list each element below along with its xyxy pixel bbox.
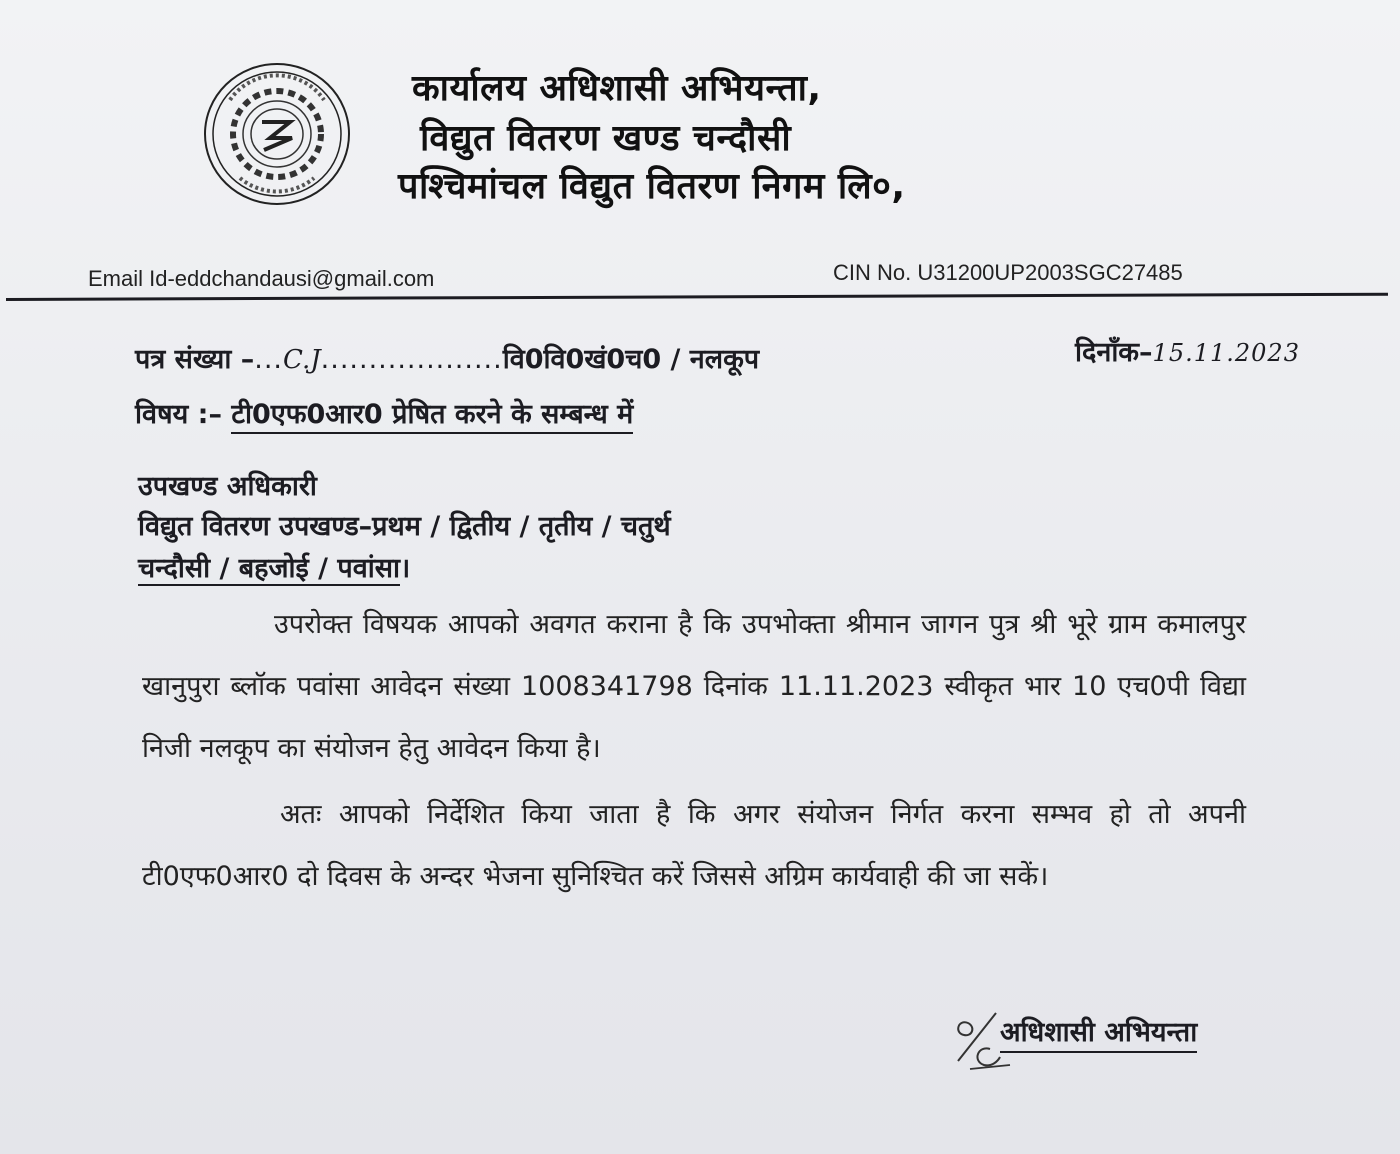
body-paragraph-1: उपरोक्त विषयक आपको अवगत कराना है कि उपभोक्ता श्रीमान जागन पुत्र श्री भूरे ग्राम कमालपुर खानुपुरा ब्लॉक पवांसा आवेदन संख्या 1008341798 दिनांक 11.11.2023 स्वीकृत भार 10 एच0पी विद्या निजी नलकूप का संयोजन हेतु आवेदन किया है। — [142, 609, 1246, 764]
division-title: विद्युत वितरण खण्ड चन्दौसी — [420, 118, 792, 159]
handwritten-date: 15.11.2023 — [1152, 339, 1300, 367]
addressee-title: उपखण्ड अधिकारी — [138, 471, 317, 502]
company-title: पश्चिमांचल विद्युत वितरण निगम लि०, — [398, 166, 906, 207]
handwritten-reference-no: C.J — [283, 345, 321, 375]
reference-suffix: वि0वि0खं0च0 / नलकूप — [502, 344, 760, 375]
signatory-designation: अधिशासी अभियन्ता — [1000, 1012, 1197, 1053]
addressee-danda: । — [400, 553, 411, 584]
addressee-subdivision: विद्युत वितरण उपखण्ड–प्रथम / द्वितीय / तृतीय / चतुर्थ — [138, 511, 671, 542]
body-paragraph-2: अतः आपको निर्देशित किया जाता है कि अगर संयोजन निर्गत करना सम्भव हो तो अपनी टी0एफ0आर0 दो दिवस के अन्दर भेजना सुनिश्चित करें जिससे अग्रिम कार्यवाही की जा सकें। — [142, 799, 1246, 892]
subject-line — [135, 394, 633, 431]
company-seal-logo — [200, 60, 354, 208]
cin-number: CIN No. U31200UP2003SGC27485 — [833, 260, 1183, 285]
email-id: Email Id-eddchandausi@gmail.com — [88, 266, 435, 291]
reference-label: पत्र संख्या – — [135, 344, 255, 375]
date-line — [1075, 332, 1300, 369]
addressee-locations: चन्दौसी / बहजोई / पवांसा — [138, 553, 401, 584]
reference-line — [135, 339, 759, 376]
office-title: कार्यालय अधिशासी अभियन्ता, — [412, 68, 822, 109]
reference-dots: ................... — [320, 344, 503, 375]
subject-text: टी0एफ0आर0 प्रेषित करने के सम्बन्ध में — [231, 399, 633, 434]
subject-label: विषय :– — [135, 399, 222, 430]
date-label: दिनाँक– — [1075, 337, 1153, 368]
header-divider — [6, 293, 1388, 301]
addressee-location — [138, 548, 410, 585]
reference-dots-left: ... — [254, 344, 283, 375]
